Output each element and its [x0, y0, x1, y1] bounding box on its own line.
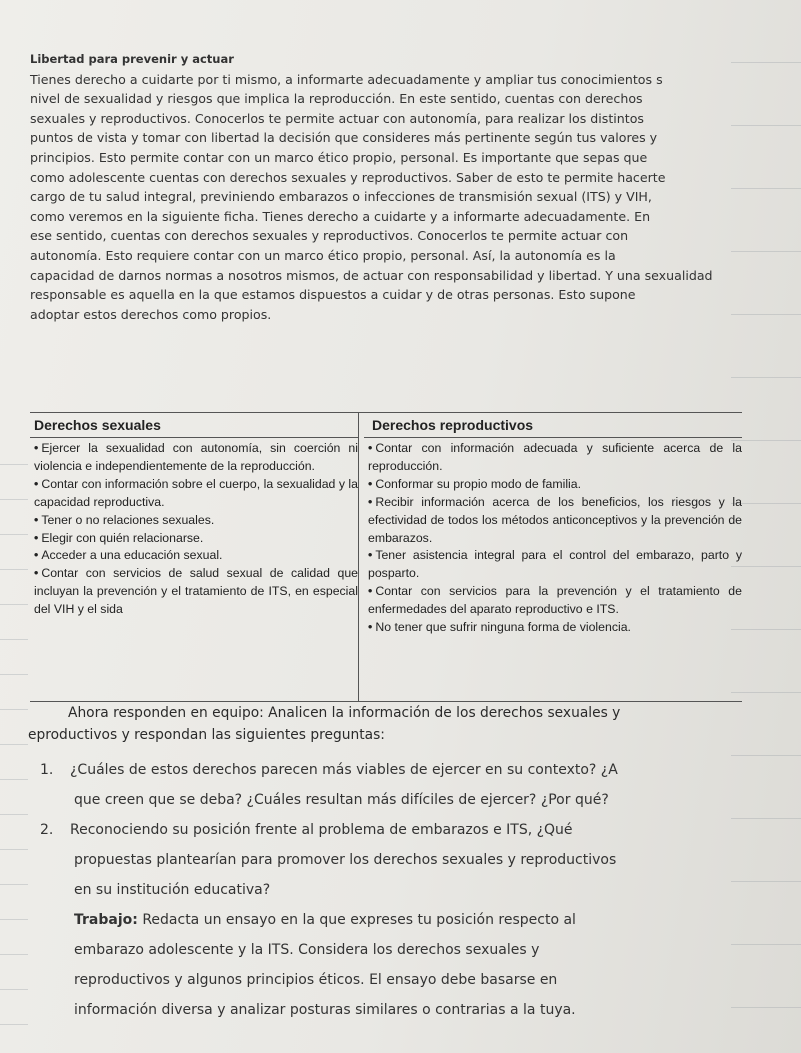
sexual-rights-header: Derechos sexuales — [30, 413, 358, 438]
sexual-right-item-text: Contar con información sobre el cuerpo, la sexualidad y la capacidad reproductiva. — [34, 476, 358, 509]
reproductive-right-item-text: Contar con servicios para la prevención y el tratamiento de enfermedades del aparato reproductivo e ITS. — [368, 584, 742, 617]
question-2-line-1: Reconociendo su posición frente al problema de embarazos e ITS, ¿Qué — [70, 822, 573, 838]
question-2 — [40, 815, 760, 845]
questions-section — [40, 755, 760, 1025]
reproductive-right-item — [368, 583, 742, 619]
reproductive-right-item-text: Contar con información adecuada y suficiente acerca de la reproducción. — [368, 441, 742, 473]
sexual-right-item — [34, 530, 358, 548]
reproductive-right-item-text: Recibir información acerca de los beneficios, los riesgos y la efectividad de todos los métodos anticonceptivos y la prevención de embarazos. — [368, 494, 742, 545]
intro-line: nivel de sexualidad y riesgos que implica la reproducción. En este sentido, cuentas con derechos — [30, 91, 643, 107]
intro-line: autonomía. Esto requiere contar con un marco ético propio, personal. Así, la autonomía es la — [30, 247, 616, 263]
work-line-4: información diversa y analizar posturas similares o contrarias a la tuya. — [74, 1002, 576, 1018]
intro-section — [30, 50, 730, 324]
question-2-number: 2. — [40, 822, 54, 838]
reproductive-right-item-text: No tener que sufrir ninguna forma de violencia. — [375, 620, 631, 635]
sexual-rights-list — [30, 440, 358, 619]
question-1-line-2: que creen que se deba? ¿Cuáles resultan más difíciles de ejercer? ¿Por qué? — [74, 792, 609, 808]
sexual-right-item — [34, 476, 358, 512]
question-1-line-1: ¿Cuáles de estos derechos parecen más viables de ejercer en su contexto? ¿A — [70, 762, 618, 778]
section-title: Libertad para prevenir y actuar — [30, 52, 234, 66]
intro-line: puntos de vista y tomar con libertad la decisión que consideres más pertinente según tus valores y — [30, 130, 658, 146]
reproductive-right-item-text: Conformar su propio modo de familia. — [375, 476, 582, 491]
reproductive-right-item — [368, 440, 742, 476]
bullet-icon: • — [368, 548, 373, 563]
work-line-1: Redacta un ensayo en la que expreses tu posición respecto al — [142, 912, 576, 928]
bullet-icon: • — [368, 494, 373, 509]
sexual-right-item — [34, 565, 358, 619]
bullet-icon: • — [368, 584, 373, 599]
sexual-right-item-text: Ejercer la sexualidad con autonomía, sin coerción ni violencia e independientemente de la reproducción. — [34, 441, 358, 473]
bullet-icon: • — [34, 530, 39, 545]
sexual-rights-column — [30, 413, 359, 701]
instructions — [28, 702, 748, 746]
question-1 — [40, 755, 760, 785]
bullet-icon: • — [34, 512, 39, 527]
bullet-icon: • — [368, 476, 373, 491]
sexual-right-item-text: Contar con servicios de salud sexual de calidad que incluyan la prevención y el tratamiento de ITS, en especial del VIH y el sida — [34, 566, 358, 617]
instructions-line-1: Ahora responden en equipo: Analicen la información de los derechos sexuales y — [68, 705, 621, 721]
sexual-right-item-text: Elegir con quién relacionarse. — [41, 530, 204, 545]
bullet-icon: • — [34, 566, 39, 581]
reproductive-right-item — [368, 619, 742, 637]
work-label: Trabajo: — [74, 912, 138, 928]
bullet-icon: • — [34, 441, 39, 455]
intro-line: como adolescente cuentas con derechos sexuales y reproductivos. Saber de esto te permite hacerte — [30, 169, 666, 185]
reproductive-right-item-text: Tener asistencia integral para el control del embarazo, parto y posparto. — [368, 548, 742, 581]
intro-line: capacidad de darnos normas a nosotros mismos, de actuar con responsabilidad y libertad. Y una sexualidad — [30, 267, 713, 283]
reproductive-right-item — [368, 547, 742, 583]
intro-line: cargo de tu salud integral, previniendo embarazos o infecciones de transmisión sexual (ITS) y VIH, — [30, 189, 652, 205]
sexual-right-item — [34, 440, 358, 476]
question-1-number: 1. — [40, 762, 54, 778]
reproductive-right-item — [368, 476, 742, 494]
sexual-right-item-text: Acceder a una educación sexual. — [41, 548, 223, 563]
work-task — [40, 905, 760, 935]
question-2-line-2: propuestas plantearían para promover los derechos sexuales y reproductivos — [74, 852, 617, 868]
question-2-line-3: en su institución educativa? — [74, 882, 271, 898]
notebook-lines-left — [0, 430, 28, 1050]
bullet-icon: • — [34, 476, 39, 491]
work-line-3: reproductivos y algunos principios éticos. El ensayo debe basarse en — [74, 972, 558, 988]
intro-line: principios. Esto permite contar con un marco ético propio, personal. Es importante que sepas que — [30, 149, 648, 165]
sexual-right-item — [34, 547, 358, 565]
reproductive-rights-header: Derechos reproductivos — [364, 413, 742, 438]
intro-line: ese sentido, cuentas con derechos sexuales y reproductivos. Conocerlos te permite actuar con — [30, 228, 629, 244]
reproductive-rights-list — [364, 440, 742, 637]
bullet-icon: • — [368, 441, 373, 455]
work-line-2: embarazo adolescente y la ITS. Considera los derechos sexuales y — [74, 942, 540, 958]
bullet-icon: • — [368, 620, 373, 635]
reproductive-rights-column — [364, 413, 742, 637]
intro-line: adoptar estos derechos como propios. — [30, 306, 272, 322]
intro-paragraph — [30, 70, 730, 325]
intro-line: sexuales y reproductivos. Conocerlos te permite actuar con autonomía, para realizar los distintos — [30, 110, 644, 126]
sexual-right-item — [34, 512, 358, 530]
sexual-right-item-text: Tener o no relaciones sexuales. — [41, 512, 215, 527]
intro-line: Tienes derecho a cuidarte por ti mismo, a informarte adecuadamente y ampliar tus conocimientos s — [30, 71, 663, 87]
intro-line: responsable es aquella en la que estamos dispuestos a cuidar y de otras personas. Esto supone — [30, 287, 636, 303]
intro-line: como veremos en la siguiente ficha. Tienes derecho a cuidarte y a informarte adecuadamente. En — [30, 208, 651, 224]
rights-table — [30, 412, 742, 702]
instructions-line-2: eproductivos y respondan las siguientes preguntas: — [28, 727, 385, 743]
bullet-icon: • — [34, 548, 39, 563]
reproductive-right-item — [368, 494, 742, 548]
